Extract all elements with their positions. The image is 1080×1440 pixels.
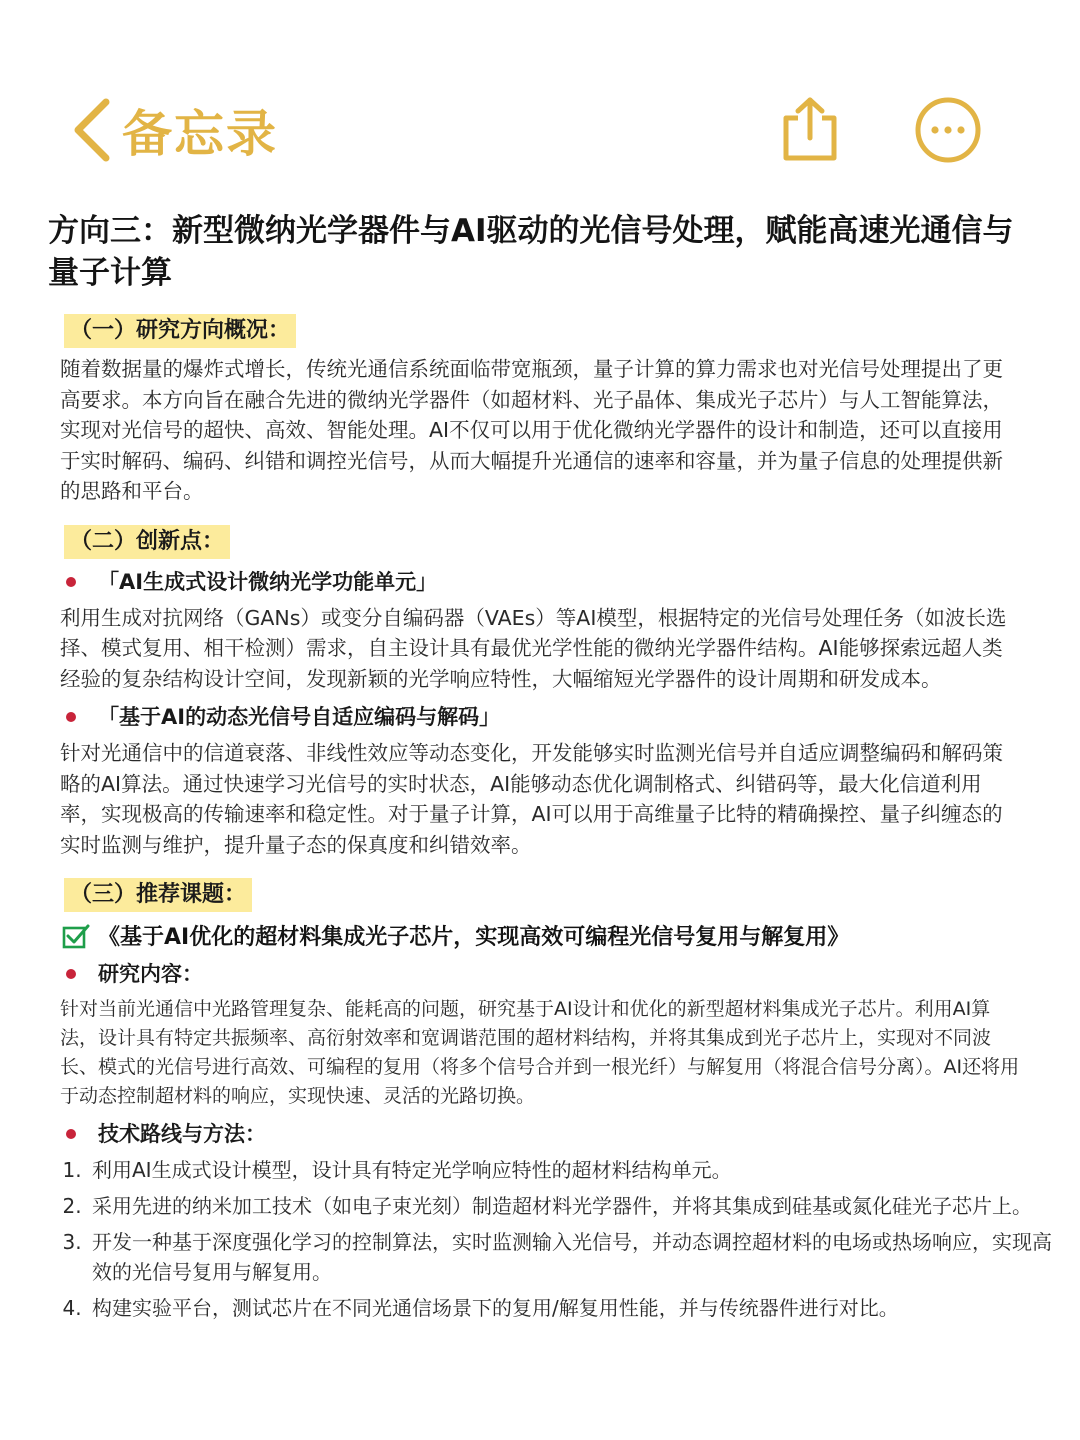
bullet-title: 研究内容： [98, 962, 203, 986]
section-heading: （三）推荐课题： [64, 878, 252, 912]
chevron-left-icon [70, 98, 114, 162]
checkbox-checked-icon[interactable] [62, 923, 90, 949]
bullet-icon [66, 1129, 76, 1139]
list-item: 3. 开发一种基于深度强化学习的控制算法，实时监测输入光信号，并动态调控超材料的电场或热场响应，实现高效的光信号复用与解复用。 [88, 1227, 1058, 1287]
list-item: 4. 构建实验平台，测试芯片在不同光通信场景下的复用/解复用性能，并与传统器件进行对比。 [88, 1293, 1058, 1323]
back-label: 备忘录 [122, 105, 278, 163]
section-innovation [48, 525, 1038, 861]
bullet-title: 「AI生成式设计微纳光学功能单元」 [98, 569, 438, 594]
back-button[interactable] [70, 92, 278, 168]
topic-title: 《基于AI优化的超材料集成光子芯片，实现高效可编程光信号复用与解复用》 [98, 925, 850, 950]
list-item: 2. 采用先进的纳米加工技术（如电子束光刻）制造超材料光学器件，并将其集成到硅基或氮化硅光子芯片上。 [88, 1191, 1058, 1221]
bullet-item [66, 1119, 1038, 1149]
section-heading: （一）研究方向概况： [64, 314, 296, 348]
checklist-item[interactable] [62, 920, 1038, 951]
bullet-title: 技术路线与方法： [98, 1122, 266, 1146]
steps-list [48, 1155, 1058, 1323]
note-content[interactable] [48, 210, 1052, 1329]
bullet-icon [66, 712, 76, 722]
section-topics [48, 878, 1052, 1323]
paragraph: 针对当前光通信中光路管理复杂、能耗高的问题，研究基于AI设计和优化的新型超材料集成光子芯片。利用AI算法，设计具有特定共振频率、高衍射效率和宽调谐范围的超材料结构，并将其集成到光子芯片上，实现对不同波长、模式的光信号进行高效、可编程的复用（将多个信号合并到一根光纤）与解复用（将混合信号分离）。AI还将用于动态控制超材料的响应，实现快速、灵活的光路切换。 [60, 998, 1020, 1107]
bullet-title: 「基于AI的动态光信号自适应编码与解码」 [98, 705, 501, 729]
bullet-icon [66, 969, 76, 979]
share-icon[interactable] [780, 96, 840, 162]
navigation-bar [0, 0, 1080, 190]
more-options-icon[interactable] [914, 96, 982, 164]
paragraph: 随着数据量的爆炸式增长，传统光通信系统面临带宽瓶颈，量子计算的算力需求也对光信号处理提出了更高要求。本方向旨在融合先进的微纳光学器件（如超材料、光子晶体、集成光子芯片）与人工智能算法，实现对光信号的超快、高效、智能处理。AI不仅可以用于优化微纳光学器件的设计和制造，还可以直接用于实时解码、编码、纠错和调控光信号，从而大幅提升光通信的速率和容量，并为量子信息的处理提供新的思路和平台。 [60, 357, 1003, 503]
paragraph: 利用生成对抗网络（GANs）或变分自编码器（VAEs）等AI模型，根据特定的光信号处理任务（如波长选择、模式复用、相干检测）需求，自主设计具有最优光学性能的微纳光学器件结构。AI能够探索远超人类经验的复杂结构设计空间，发现新颖的光学响应特性，大幅缩短光学器件的设计周期和研发成本。 [60, 605, 1007, 691]
list-item: 1. 利用AI生成式设计模型，设计具有特定光学响应特性的超材料结构单元。 [88, 1155, 1058, 1185]
bullet-icon [66, 577, 76, 587]
section-overview [48, 314, 1038, 507]
paragraph: 针对光通信中的信道衰落、非线性效应等动态变化，开发能够实时监测光信号并自适应调整编码和解码策略的AI算法。通过快速学习光信号的实时状态，AI能够动态优化调制格式、纠错码等，最大化信道利用率，实现极高的传输速率和稳定性。对于量子计算，AI可以用于高维量子比特的精确操控、量子纠缠态的实时监测与维护，提升量子态的保真度和纠错效率。 [60, 741, 1003, 857]
bullet-item [66, 959, 1038, 989]
section-heading: （二）创新点： [64, 525, 230, 559]
bullet-item [66, 567, 1038, 597]
bullet-item [66, 702, 1038, 732]
note-title: 方向三：新型微纳光学器件与AI驱动的光信号处理，赋能高速光通信与量子计算 [48, 213, 1014, 291]
